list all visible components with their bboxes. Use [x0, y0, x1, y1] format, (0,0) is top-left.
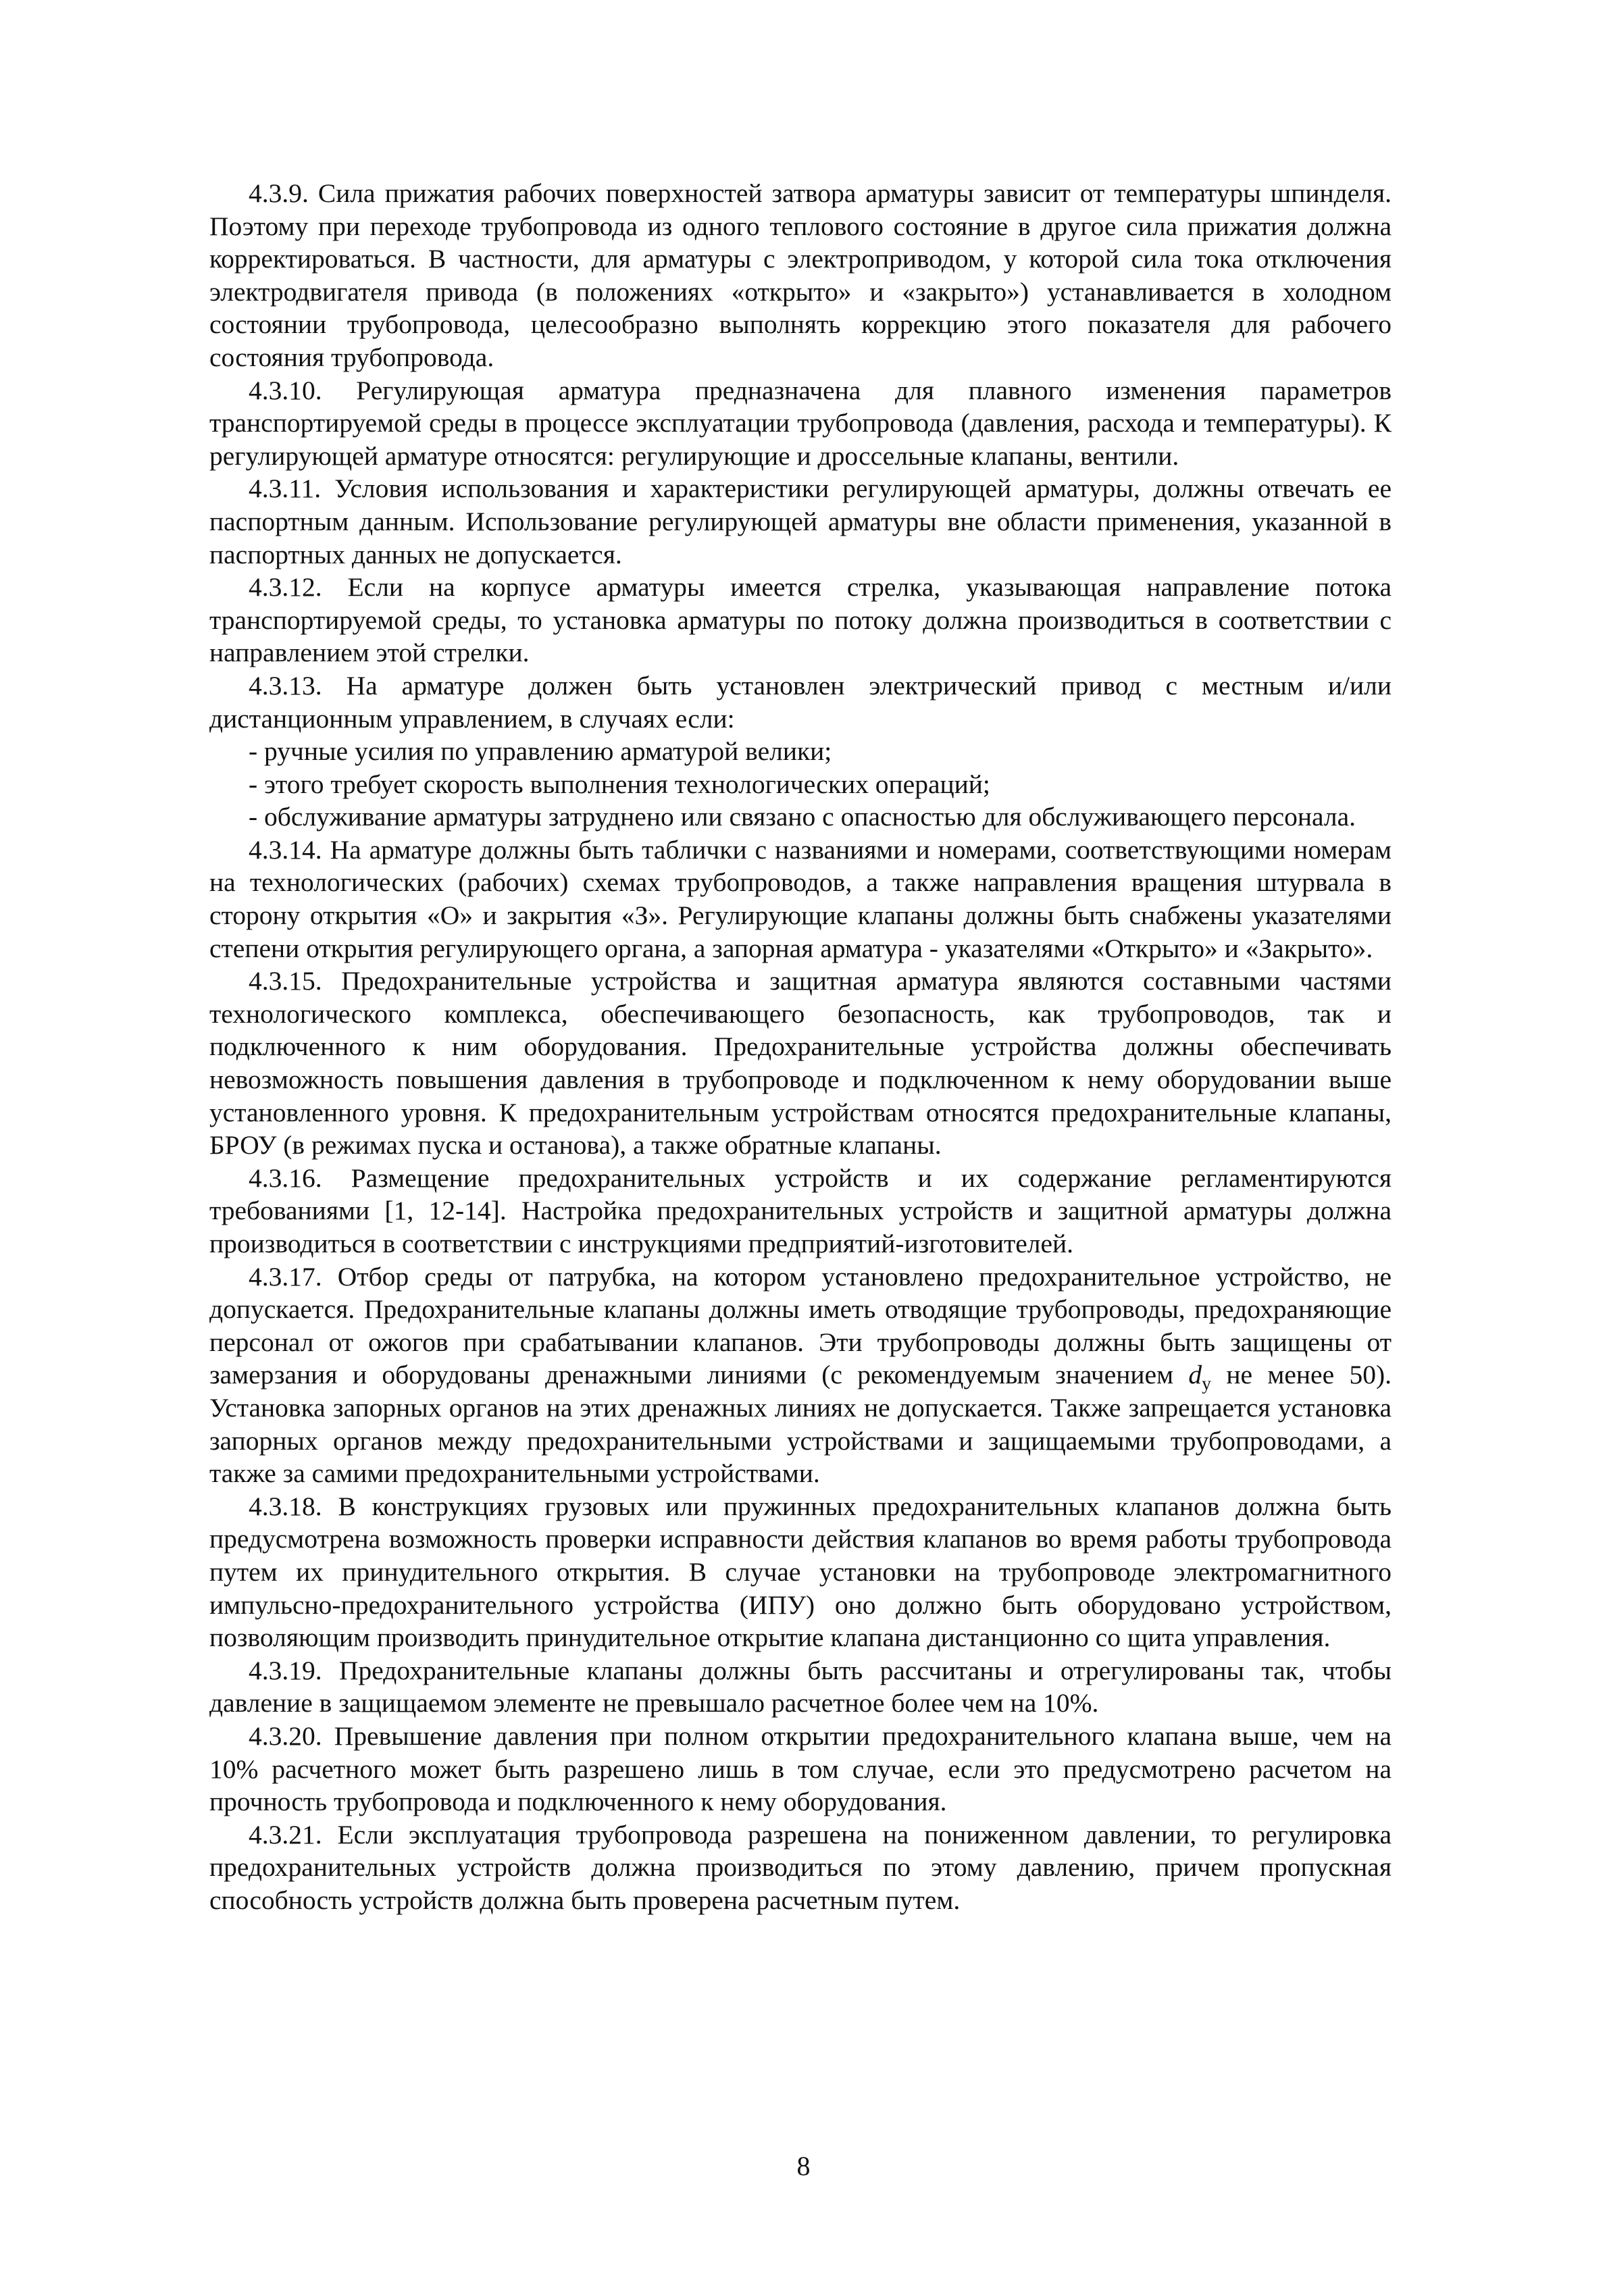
paragraph-4-3-16: 4.3.16. Размещение предохранительных устройств и их содержание регламентируются требованиями [1, 12-14]. Настройка предохранительных устройств и защитной арматуры должна производиться в соответствии с инструкциями предприятий-изготовителей. — [209, 1163, 1392, 1258]
paragraph-4-3-15: 4.3.15. Предохранительные устройства и защитная арматура являются составными частями технологического комплекса, обеспечивающего безопасность, как трубопроводов, так и подключенного к ним оборудования. Предохранительные устройства должны обеспечивать невозможность повышения давления в трубопроводе и подключенном к нему оборудовании выше установленного уровня. К предохранительным устройствам относятся предохранительные клапаны, БРОУ (в режимах пуска и останова), а также обратные клапаны. — [209, 966, 1392, 1160]
list-item: - обслуживание арматуры затруднено или связано с опасностью для обслуживающего персонала. — [249, 802, 1356, 832]
document-body — [209, 177, 1392, 1916]
paragraph-4-3-21: 4.3.21. Если эксплуатация трубопровода разрешена на пониженном давлении, то регулировка предохранительных устройств должна производиться по этому давлению, причем пропускная способность устройств должна быть проверена расчетным путем. — [209, 1819, 1392, 1915]
list-item: - этого требует скорость выполнения технологических операций; — [249, 769, 990, 799]
paragraph-text: 4.3.17. Отбор среды от патрубка, на котором установлено предохранительное устройство, не допускается. Предохранительные клапаны должны иметь отводящие трубопроводы, предохраняющие персонал от ожогов при срабатывании клапанов. Эти трубопроводы должны быть защищены от замерзания и оборудованы дренажными линиями (с рекомендуемым значением — [209, 1261, 1392, 1390]
list-item: - ручные усилия по управлению арматурой велики; — [249, 736, 832, 767]
page-number: 8 — [796, 2151, 811, 2181]
paragraph-4-3-14: 4.3.14. На арматуре должны быть таблички с названиями и номерами, соответствующими номерам на технологических (рабочих) схемах трубопроводов, а также направления вращения штурвала в сторону открытия «О» и закрытия «З». Регулирующие клапаны должны быть снабжены указателями степени открытия регулирующего органа, а запорная арматура - указателями «Открыто» и «Закрыто». — [209, 834, 1392, 963]
paragraph-4-3-20: 4.3.20. Превышение давления при полном открытии предохранительного клапана выше, чем на 10% расчетного может быть разрешено лишь в том случае, если это предусмотрено расчетом на прочность трубопровода и подключенного к нему оборудования. — [209, 1720, 1392, 1817]
paragraph-4-3-12: 4.3.12. Если на корпусе арматуры имеется стрелка, указывающая направление потока транспортируемой среды, то установка арматуры по потоку должна производиться в соответствии с направлением этой стрелки. — [209, 572, 1392, 668]
paragraph-4-3-17 — [209, 1260, 1392, 1490]
diameter-subscript: y — [1202, 1373, 1211, 1394]
diameter-symbol: d — [1188, 1360, 1202, 1390]
paragraph-4-3-9: 4.3.9. Сила прижатия рабочих поверхностей затвора арматуры зависит от температуры шпинделя. Поэтому при переходе трубопровода из одного теплового состояние в другое сила прижатия должна корректироваться. В частности, для арматуры с электроприводом, у которой сила тока отключения электродвигателя привода (в положениях «открыто» и «закрыто») устанавливается в холодном состоянии трубопровода, целесообразно выполнять коррекцию этого показателя для рабочего состояния трубопровода. — [209, 178, 1392, 372]
paragraph-4-3-10: 4.3.10. Регулирующая арматура предназначена для плавного изменения параметров транспортируемой среды в процессе эксплуатации трубопровода (давления, расхода и температуры). К регулирующей арматуре относятся: регулирующие и дроссельные клапаны, вентили. — [209, 375, 1392, 471]
paragraph-4-3-11: 4.3.11. Условия использования и характеристики регулирующей арматуры, должны отвечать ее паспортным данным. Использование регулирующей арматуры вне области применения, указанной в паспортных данных не допускается. — [209, 474, 1392, 569]
paragraph-4-3-18: 4.3.18. В конструкциях грузовых или пружинных предохранительных клапанов должна быть предусмотрена возможность проверки исправности действия клапанов во время работы трубопровода путем их принудительного открытия. В случае установки на трубопроводе электромагнитного импульсно-предохранительного устройства (ИПУ) оно должно быть оборудовано устройством, позволяющим производить принудительное открытие клапана дистанционно со щита управления. — [209, 1491, 1392, 1653]
paragraph-text: не менее 50). Установка запорных органов на этих дренажных линиях не допускается. Также запрещается установка запорных органов между предохранительными устройствами и защищаемыми трубопроводами, а также за самими предохранительными устройствами. — [209, 1360, 1392, 1489]
paragraph-4-3-13: 4.3.13. На арматуре должен быть установлен электрический привод с местным и/или дистанционным управлением, в случаях если: — [209, 670, 1392, 734]
paragraph-4-3-19: 4.3.19. Предохранительные клапаны должны быть рассчитаны и отрегулированы так, чтобы давление в защищаемом элементе не превышало расчетное более чем на 10%. — [209, 1655, 1392, 1718]
